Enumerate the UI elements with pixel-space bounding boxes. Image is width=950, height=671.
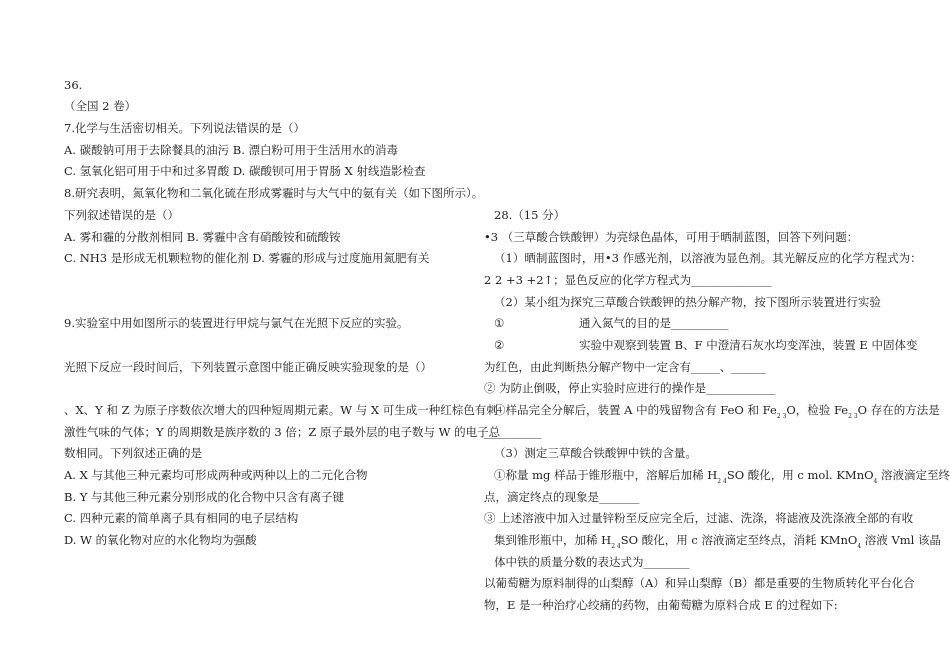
q8-question: 下列叙述错误的是（） <box>64 208 179 222</box>
q7-stem: 7.化学与生活密切相关。下列说法错误的是（） <box>64 121 305 135</box>
q28-part3-step1: ①称量 mg 样品于锥形瓶中，溶解后加稀 $H_{2 4}SO$ 酸化，用 c mol. KMnO$_4$ 溶液滴定至终 <box>494 468 950 485</box>
q10-option-a: A. X 与其他三种元素均可形成两种或两种以上的二元化合物 <box>64 468 368 482</box>
q28-part3-step1-cont: 点，滴定终点的现象是_______ <box>484 490 640 504</box>
q28-step1-text: 通入氮气的目的是__________ <box>579 316 729 330</box>
q28-equation-line: 2 2 +3 +2↑；显色反应的化学方程式为______________ <box>484 273 772 287</box>
q28-part3-step3: ③ 上述溶液中加入过量锌粉至反应完全后，过滤、洗涤，将滤液及洗涤液全部的有收 <box>484 511 914 525</box>
q28-part3-expression: 体中铁的质量分数的表达式为________ <box>494 555 690 569</box>
q10-option-c: C. 四种元素的简单离子具有相同的电子层结构 <box>64 511 299 525</box>
q28-step3: ② 为防止倒吸，停止实验时应进行的操作是____________ <box>484 381 776 395</box>
q28-part3: （3）测定三草酸合铁酸钾中铁的含量。 <box>494 446 697 460</box>
q9-stem: 9.实验室中用如图所示的装置进行甲烷与氯气在光照下反应的实验。 <box>64 316 409 330</box>
q10-stem-2: 激性气味的气体；Y 的周期数是族序数的 3 倍；Z 原子最外层的电子数与 W 的电子总 <box>64 425 501 439</box>
question-number: 36. <box>64 78 83 92</box>
q28-part2: （2）某小组为探究三草酸合铁酸钾的热分解产物，按下图所示装置进行实验 <box>494 295 881 309</box>
q28-step4: ④样品完全分解后，装置 A 中的残留物含有 FeO 和 $Fe_{2 3}O$，检验 $Fe_{2 3}O$ 存在的方法是 <box>494 403 940 420</box>
q28-part1: （1）晒制蓝图时，用•3 作感光剂，以溶液为显色剂。其光解反应的化学方程式为： <box>494 251 922 265</box>
q10-option-d: D. W 的氧化物对应的水化物均为强酸 <box>64 533 257 547</box>
q8-options-cd: C. NH3 是形成无机颗粒物的催化剂 D. 雾霾的形成与过度施用氮肥有关 <box>64 251 430 265</box>
q8-stem: 8.研究表明，氮氧化物和二氧化硫在形成雾霾时与大气中的氨有关（如下图所示）。 <box>64 186 484 200</box>
q28-intro: •3 （三草酸合铁酸钾）为亮绿色晶体，可用于晒制蓝图，回答下列问题： <box>484 230 859 244</box>
q10-stem-3: 数相同。下列叙述正确的是 <box>64 446 202 460</box>
q28-step2-marker: ② <box>494 338 505 352</box>
q28-header: 28.（15 分） <box>494 208 566 222</box>
q36-intro-2: 物，E 是一种治疗心绞痛的药物，由葡萄糖为原料合成 E 的过程如下: <box>484 598 838 612</box>
q28-part3-step3-cont: 集到锥形瓶中，加稀 $H_{2 4}SO$ 酸化，用 c 溶液滴定至终点，消耗 KMnO$_4$ 溶液 Vml 该晶 <box>494 533 941 550</box>
q28-step2-cont: 为红色，由此判断热分解产物中一定含有_____、______ <box>484 360 766 374</box>
q28-step1-marker: ① <box>494 316 505 330</box>
q7-options-ab: A. 碳酸钠可用于去除餐具的油污 B. 漂白粉可用于生活用水的消毒 <box>64 143 399 157</box>
q10-stem-1: 、X、Y 和 Z 为原子序数依次增大的四种短周期元素。W 与 X 可生成一种红棕色有刺 <box>64 403 498 417</box>
q28-step2-text: 实验中观察到装置 B、F 中澄清石灰水均变浑浊，装置 E 中固体变 <box>579 338 918 352</box>
q36-intro-1: 以葡萄糖为原料制得的山梨醇（A）和异山梨醇（B）都是重要的生物质转化平台化合 <box>484 576 915 590</box>
source-note: （全国 2 卷） <box>64 99 137 113</box>
q28-step4-blank: __________ <box>484 425 542 439</box>
q9-question: 光照下反应一段时间后，下列装置示意图中能正确反映实验现象的是（） <box>64 360 432 374</box>
q10-option-b: B. Y 与其他三种元素分别形成的化合物中只含有离子键 <box>64 490 345 504</box>
q7-options-cd: C. 氢氧化铝可用于中和过多胃酸 D. 碳酸钡可用于胃肠 X 射线造影检查 <box>64 164 426 178</box>
q8-options-ab: A. 雾和霾的分散剂相同 B. 雾霾中含有硝酸铵和硫酸铵 <box>64 230 341 244</box>
